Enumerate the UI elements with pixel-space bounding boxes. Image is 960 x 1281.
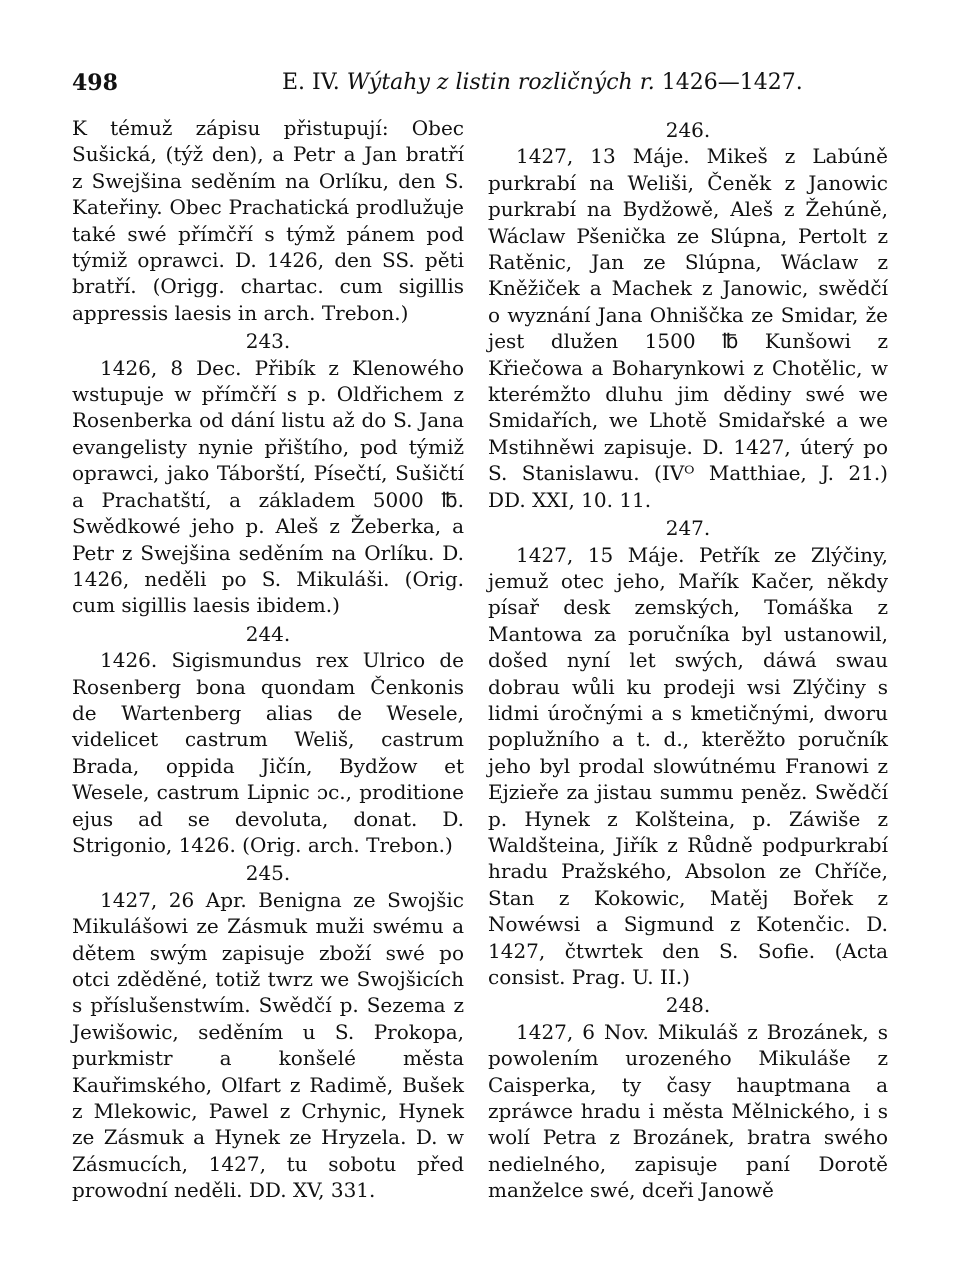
entry-246 [488, 117, 888, 513]
entry-text: 1427, 15 Máje. Petřík ze Zlýčiny, jemuž otec jeho, Mařík Kačer, někdy písař desk zemských, Tomáška z Mantowa za poručníka byl ustanowil, došed nyní let swých, dáwá swau dobrau wůli ku prodeji wsi Zlýčiny s lidmi úročnými a s kmetičnými, dworu poplužního a t. d., kterěžto poručník jeho byl prodal slowútnému Franowi z Ejzieře za jistau summu peněz. Swědčí p. Hynek z Kolšteina, p. Záwiše z Waldšteina, Jiřík z Růdně podpurkrabí hradu Pražského, Absolon ze Chříče, Stan z Kokowic, Matěj Bořek z Nowéwsi a Sigmund z Kotenčic. D. 1427, čtwrtek den S. Sofie. (Acta consist. Prag. U. II.) [488, 542, 888, 989]
entry-245 [72, 860, 464, 1203]
entry-text: 1427, 6 Nov. Mikuláš z Brozánek, s powolením urozeného Mikuláše z Caisperka, ty časy hauptmana a zpráwce hradu i města Mělnického, i s wolí Petra z Brozánek, bratra swého nedielného, zapisuje paní Dorotě manželce swé, dceři Janowě [488, 1019, 888, 1203]
entry-text: 1427, 13 Máje. Mikeš z Labúně purkrabí na Weliši, Čeněk z Janowic purkrabí na Bydžowě, Aleš z Žehúně, Wáclaw Pšenička ze Slúpna, Pertolt z Ratěnic, Jan ze Slúpna, Wáclaw z Kněžiček a Machek z Janowic, swědčí o wyznání Jana Ohniščka ze Smidar, že jest dlužen 1500 ℔ Kunšowi z Křiečowa a Boharynkowi z Chotělic, w kterémžto dluhu jim dědiny swé we Smidařích, we Lhotě Smidařské a we Mstihněwi zapisuje. D. 1427, úterý po S. Stanislawu. (IVᴼ Matthiae, J. 21.) DD. XXI, 10. 11. [488, 144, 888, 512]
entry-number: 245. [245, 861, 291, 886]
entry-243 [72, 328, 464, 618]
year-range: 1426—1427. [661, 70, 803, 95]
entry-number: 244. [245, 621, 291, 646]
continuation-text: K témuž zápisu přistupují: Obec Sušická, (týž den), a Petr a Jan bratří z Swejšina seděním na Orlíku, den S. Kateřiny. Obec Prachatická prodlužuje také swé přímčří s týmž pánem pod týmiž oprawci. D. 1426, den SS. pěti bratří. (Origg. chartac. cum sigillis appressis laesis in arch. Trebon.) [72, 116, 464, 325]
running-title [282, 66, 803, 100]
entry-248 [488, 992, 888, 1203]
entry-text: 1426, 8 Dec. Přibík z Klenowého wstupuje w přímčří s p. Oldřichem z Rosenberka od dání listu až do S. Jana evangelisty nynie přištího, pod týmiž oprawci, jako Táborští, Písečtí, Sušičtí a Prachatští, a základem 5000 ℔. Swědkowé jeho p. Aleš z Žeberka, a Petr z Swejšina seděním na Orlíku. D. 1426, neděli po S. Mikuláši. (Orig. cum sigillis laesis ibidem.) [72, 355, 464, 618]
entry-text: 1427, 26 Apr. Benigna ze Swojšic Mikulášowi ze Zásmuk muži swému a dětem swým zapisuje zboží swé po otci zděděné, totiž twrz we Swojšicích s příslušenstwím. Swědčí p. Sezema z Jewišowic, seděním u S. Prokopa, purkmistr a konšelé města Kauřimského, Olfart z Radimě, Bušek z Mlekowic, Pawel z Crhynic, Hynek ze Zásmuk a Hynek ze Hryzela. D. w Zásmucích, 1427, tu sobotu před prowodní neděli. DD. XV, 331. [72, 887, 464, 1203]
page-number: 498 [72, 70, 118, 96]
right-column [488, 115, 888, 1204]
entry-text: 1426. Sigismundus rex Ulrico de Rosenberg bona quondam Čenkonis de Wartenberg alias de Wesele, videlicet castrum Weliš, castrum Brada, oppida Jičín, Bydžow et Wesele, castrum Lipnic ɔc., proditione ejus ad se devoluta, donat. D. Strigonio, 1426. (Orig. arch. Trebon.) [72, 648, 464, 857]
section-label: E. IV. [282, 70, 340, 95]
entry-number: 248. [665, 993, 711, 1018]
title-italic: Wýtahy z listin rozličných r. [346, 70, 655, 95]
entry-244 [72, 621, 464, 859]
entry-number: 243. [245, 329, 291, 354]
continuation-entry [72, 115, 464, 326]
entry-247 [488, 515, 888, 990]
running-header [72, 66, 890, 100]
entry-number: 246. [665, 118, 711, 142]
entry-number: 247. [665, 516, 711, 541]
left-column [72, 115, 464, 1204]
